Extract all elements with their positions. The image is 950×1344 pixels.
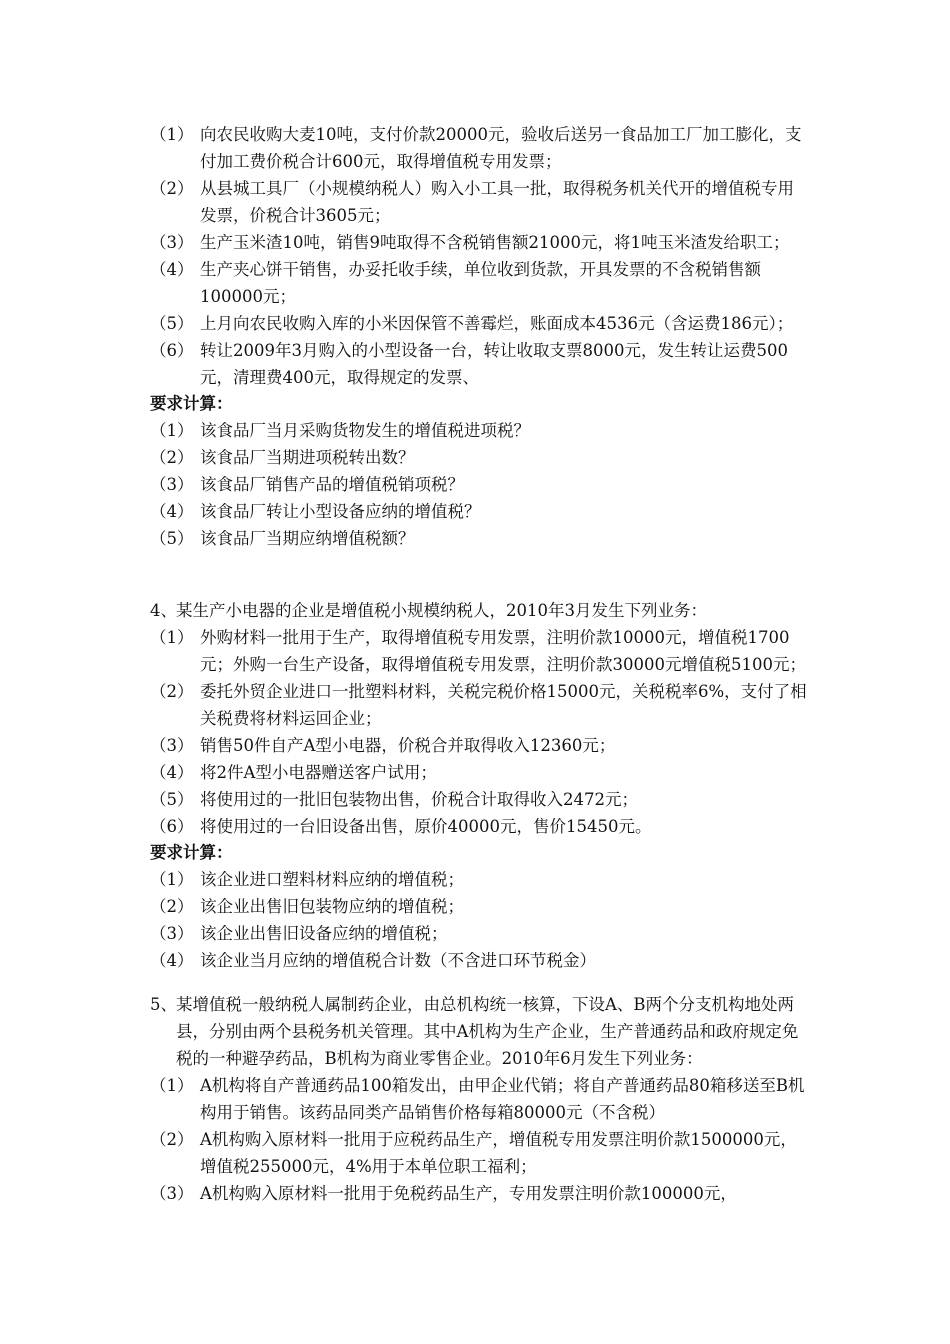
- section5: [150, 991, 810, 1207]
- list-item: [150, 121, 810, 175]
- list-item: [150, 175, 810, 229]
- item-text: 该企业当月应纳的增值税合计数（不含进口环节税金）: [200, 951, 596, 970]
- question-item: [150, 920, 810, 947]
- item-number: （5）: [150, 314, 194, 333]
- item-number: （4）: [150, 763, 194, 782]
- item-text: 将2件A型小电器赠送客户试用；: [200, 763, 437, 782]
- question-intro: [150, 991, 810, 1072]
- question-text: 某增值税一般纳税人属制药企业，由总机构统一核算，下设A、B两个分支机构地处两县，分别由两个县税务机关管理。其中A机构为生产企业，生产普通药品和政府规定免税的一种避孕药品，B机构为商业零售企业。2010年6月发生下列业务：: [176, 995, 799, 1068]
- item-number: （3）: [150, 736, 194, 755]
- list-item: [150, 786, 810, 813]
- question-item: [150, 947, 810, 974]
- item-text: 该企业进口塑料材料应纳的增值税；: [200, 870, 464, 889]
- question-number: 5、: [150, 995, 177, 1014]
- list-item: [150, 678, 810, 732]
- item-text: A机构将自产普通药品100箱发出，由甲企业代销；将自产普通药品80箱移送至B机构用于销售。该药品同类产品销售价格每箱80000元（不含税）: [200, 1076, 805, 1122]
- requirement-heading: 要求计算：: [150, 843, 233, 862]
- item-text: 转让2009年3月购入的小型设备一台，转让收取支票8000元，发生转让运费500元，清理费400元，取得规定的发票、: [200, 341, 788, 387]
- question-intro: [150, 597, 810, 624]
- item-number: （1）: [150, 421, 194, 440]
- item-text: A机构购入原材料一批用于应税药品生产，增值税专用发票注明价款1500000元，增值税255000元，4%用于本单位职工福利；: [200, 1130, 797, 1176]
- item-text: 生产玉米渣10吨，销售9吨取得不含税销售额21000元，将1吨玉米渣发给职工；: [200, 233, 790, 252]
- list-item: [150, 1126, 810, 1180]
- item-number: （6）: [150, 341, 194, 360]
- item-text: 将使用过的一台旧设备出售，原价40000元，售价15450元。: [200, 817, 652, 836]
- item-number: （5）: [150, 529, 194, 548]
- item-number: （1）: [150, 1076, 194, 1095]
- item-number: （5）: [150, 790, 194, 809]
- question-item: [150, 893, 810, 920]
- item-text: 该企业出售旧包装物应纳的增值税；: [200, 897, 464, 916]
- item-text: 外购材料一批用于生产，取得增值税专用发票，注明价款10000元，增值税1700元；外购一台生产设备，取得增值税专用发票，注明价款30000元增值税5100元；: [200, 628, 806, 674]
- item-number: （3）: [150, 475, 194, 494]
- list-item: [150, 310, 810, 337]
- list-item: [150, 256, 810, 310]
- question-item: [150, 525, 810, 552]
- item-number: （2）: [150, 179, 194, 198]
- question-item: [150, 498, 810, 525]
- item-number: （1）: [150, 628, 194, 647]
- item-number: （2）: [150, 1130, 194, 1149]
- item-text: 该企业出售旧设备应纳的增值税；: [200, 924, 448, 943]
- item-text: 将使用过的一批旧包装物出售，价税合计取得收入2472元；: [200, 790, 638, 809]
- question-item: [150, 444, 810, 471]
- item-text: 上月向农民收购入库的小米因保管不善霉烂，账面成本4536元（含运费186元）；: [200, 314, 794, 333]
- list-item: [150, 229, 810, 256]
- item-number: （4）: [150, 502, 194, 521]
- question-item: [150, 471, 810, 498]
- item-number: （1）: [150, 870, 194, 889]
- question-item: [150, 417, 810, 444]
- question-text: 某生产小电器的企业是增值税小规模纳税人，2010年3月发生下列业务：: [176, 601, 707, 620]
- list-item: [150, 337, 810, 391]
- item-text: 生产夹心饼干销售，办妥托收手续，单位收到货款，开具发票的不含税销售额100000元；: [200, 260, 761, 306]
- item-number: （2）: [150, 448, 194, 467]
- section4: [150, 597, 810, 974]
- list-item: [150, 732, 810, 759]
- requirement-heading: 要求计算：: [150, 394, 233, 413]
- list-item: [150, 813, 810, 840]
- item-number: （1）: [150, 125, 194, 144]
- item-text: 从县城工具厂（小规模纳税人）购入小工具一批，取得税务机关代开的增值税专用发票，价税合计3605元；: [200, 179, 794, 225]
- item-number: （4）: [150, 951, 194, 970]
- item-number: （2）: [150, 897, 194, 916]
- item-text: 该食品厂当月采购货物发生的增值税进项税？: [200, 421, 530, 440]
- item-number: （3）: [150, 1184, 194, 1203]
- section1: [150, 121, 810, 552]
- list-item: [150, 759, 810, 786]
- item-text: 委托外贸企业进口一批塑料材料，关税完税价格15000元，关税税率6%，支付了相关税费将材料运回企业；: [200, 682, 807, 728]
- item-number: （3）: [150, 924, 194, 943]
- item-text: 销售50件自产A型小电器，价税合并取得收入12360元；: [200, 736, 616, 755]
- item-text: 该食品厂转让小型设备应纳的增值税？: [200, 502, 481, 521]
- item-number: （2）: [150, 682, 194, 701]
- list-item: [150, 1180, 810, 1207]
- item-number: （3）: [150, 233, 194, 252]
- item-text: 该食品厂当期进项税转出数？: [200, 448, 415, 467]
- item-text: 向农民收购大麦10吨，支付价款20000元，验收后送另一食品加工厂加工膨化，支付加工费价税合计600元，取得增值税专用发票；: [200, 125, 802, 171]
- item-text: 该食品厂销售产品的增值税销项税？: [200, 475, 464, 494]
- item-text: A机构购入原材料一批用于免税药品生产，专用发票注明价款100000元，: [200, 1184, 737, 1203]
- list-item: [150, 1072, 810, 1126]
- item-text: 该食品厂当期应纳增值税额？: [200, 529, 415, 548]
- list-item: [150, 624, 810, 678]
- item-number: （4）: [150, 260, 194, 279]
- item-number: （6）: [150, 817, 194, 836]
- question-number: 4、: [150, 601, 177, 620]
- question-item: [150, 866, 810, 893]
